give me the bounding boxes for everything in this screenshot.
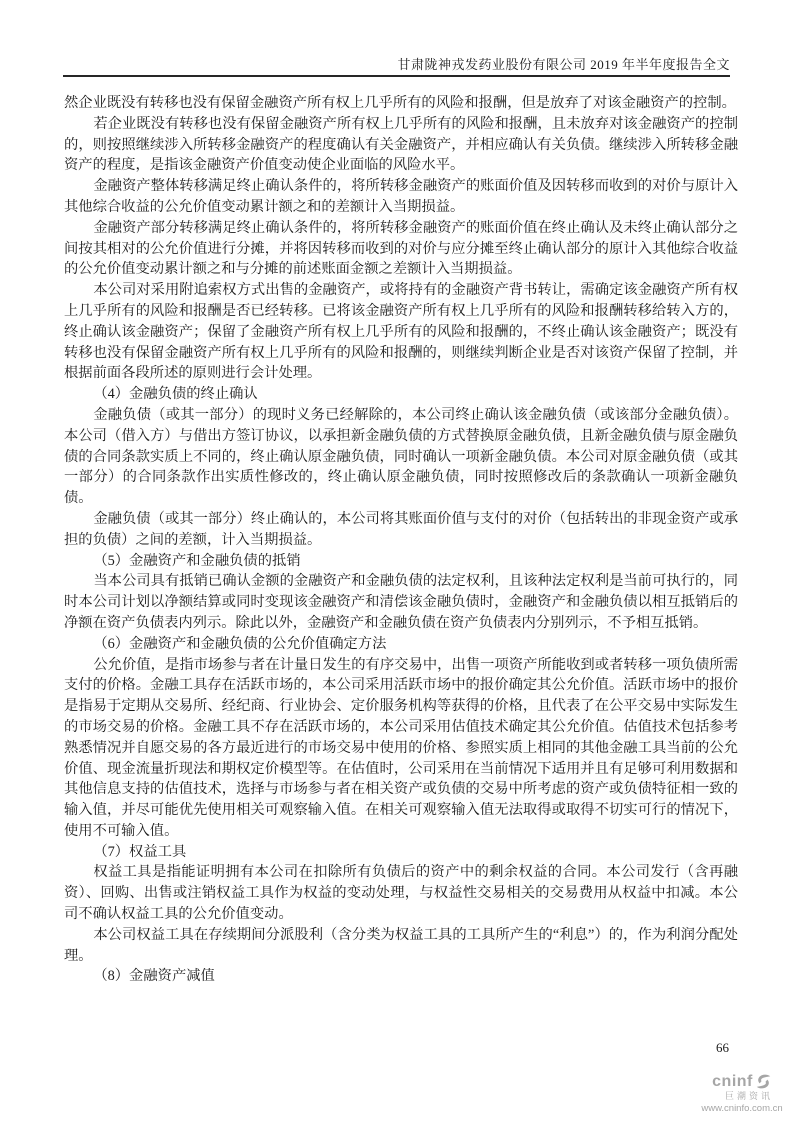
section-heading: （8）金融资产减值 <box>93 968 215 985</box>
section-heading: （7）权益工具 <box>93 843 187 860</box>
header-rule <box>63 75 730 77</box>
paragraph: 金融资产部分转移满足终止确认条件的，将所转移金融资产的账面价值在终止确认及未终止确认部分之间按其相对的公允价值进行分摊，并将因转移而收到的对价与应分摊至终止确认部分的原计入其他综合收益的公允价值变动累计额之和与分摊的前述账面金额之差额计入当期损益。 <box>64 219 738 278</box>
paragraph: 金融资产整体转移满足终止确认条件的，将所转移金融资产的账面价值及因转移而收到的对价与原计入其他综合收益的公允价值变动累计额之和的差额计入当期损益。 <box>64 178 738 215</box>
cninfo-chinese-name: 巨潮资讯 <box>724 1090 773 1101</box>
cninfo-url: www.cninfo.com.cn <box>701 1102 783 1114</box>
paragraph: 本公司权益工具在存续期间分派股利（含分类为权益工具的工具所产生的“利息”）的，作为利润分配处理。 <box>64 926 738 964</box>
section-heading: （6）金融资产和金融负债的公允价值确定方法 <box>93 635 387 652</box>
document-body <box>64 93 738 987</box>
section-heading: （4）金融负债的终止确认 <box>93 386 258 403</box>
page-header-title: 甘肃陇神戎发药业股份有限公司 2019 年半年度报告全文 <box>397 57 730 72</box>
paragraph: 本公司对采用附追索权方式出售的金融资产，或将持有的金融资产背书转让，需确定该金融资产所有权上几乎所有的风险和报酬是否已经转移。已将该金融资产所有权上几乎所有的风险和报酬转移给转入方的，终止确认该金融资产；保留了金融资产所有权上几乎所有的风险和报酬的，不终止确认该金融资产；既没有转移也没有保留金融资产所有权上几乎所有的风险和报酬的，则继续判断企业是否对该资产保留了控制，并根据前面各段所述的原则进行会计处理。 <box>64 282 738 382</box>
paragraph: 若企业既没有转移也没有保留金融资产所有权上几乎所有的风险和报酬，且未放弃对该金融资产的控制的，则按照继续涉入所转移金融资产的程度确认有关金融资产，并相应确认有关负债。继续涉入所转移金融资产的程度，是指该金融资产价值变动使企业面临的风险水平。 <box>64 115 738 174</box>
paragraph: 金融负债（或其一部分）终止确认的，本公司将其账面价值与支付的对价（包括转出的非现金资产或承担的负债）之间的差额，计入当期损益。 <box>64 510 738 548</box>
paragraph: 当本公司具有抵销已确认金额的金融资产和金融负债的法定权利，且该种法定权利是当前可执行的，同时本公司计划以净额结算或同时变现该金融资产和清偿该金融负债时，金融资产和金融负债以相互抵销后的净额在资产负债表内列示。除此以外，金融资产和金融负债在资产负债表内分别列示，不予相互抵销。 <box>64 573 738 631</box>
section-heading: （5）金融资产和金融负债的抵销 <box>93 552 301 569</box>
paragraph: 金融负债（或其一部分）的现时义务已经解除的，本公司终止确认该金融负债（或该部分金融负债）。本公司（借入方）与借出方签订协议，以承担新金融负债的方式替换原金融负债，且新金融负债与原金融负债的合同条款实质上不同的，终止确认原金融负债，同时确认一项新金融负债。本公司对原金融负债（或其一部分）的合同条款作出实质性修改的，终止确认原金融负债，同时按照修改后的条款确认一项新金融负债。 <box>64 406 738 507</box>
paragraph: 权益工具是指能证明拥有本公司在扣除所有负债后的资产中的剩余权益的合同。本公司发行（含再融资）、回购、出售或注销权益工具作为权益的变动处理，与权益性交易相关的交易费用从权益中扣减。本公司不确认权益工具的公允价值变动。 <box>64 864 738 923</box>
cninfo-brand-text: cninf <box>712 1073 753 1091</box>
paragraph: 然企业既没有转移也没有保留金融资产所有权上几乎所有的风险和报酬，但是放弃了对该金融资产的控制。 <box>64 95 736 111</box>
cninfo-logo <box>696 1073 788 1114</box>
paragraph: 公允价值，是指市场参与者在计量日发生的有序交易中，出售一项资产所能收到或者转移一项负债所需支付的价格。金融工具存在活跃市场的，本公司采用活跃市场中的报价确定其公允价值。活跃市场中的报价是指易于定期从交易所、经纪商、行业协会、定价服务机构等获得的价格，且代表了在公平交易中实际发生的市场交易的价格。金融工具不存在活跃市场的，本公司采用估值技术确定其公允价值。估值技术包括参考熟悉情况并自愿交易的各方最近进行的市场交易中使用的价格、参照实质上相同的其他金融工具当前的公允价值、现金流量折现法和期权定价模型等。在估值时，公司采用在当前情况下适用并且有足够可利用数据和其他信息支持的估值技术，选择与市场参与者在相关资产或负债的交易中所考虑的资产或负债特征相一致的输入值，并尽可能优先使用相关可观察输入值。在相关可观察输入值无法取得或取得不切实可行的情况下，使用不可输入值。 <box>64 656 738 839</box>
cninfo-swirl-icon <box>755 1073 772 1090</box>
page-number: 66 <box>716 1040 729 1055</box>
